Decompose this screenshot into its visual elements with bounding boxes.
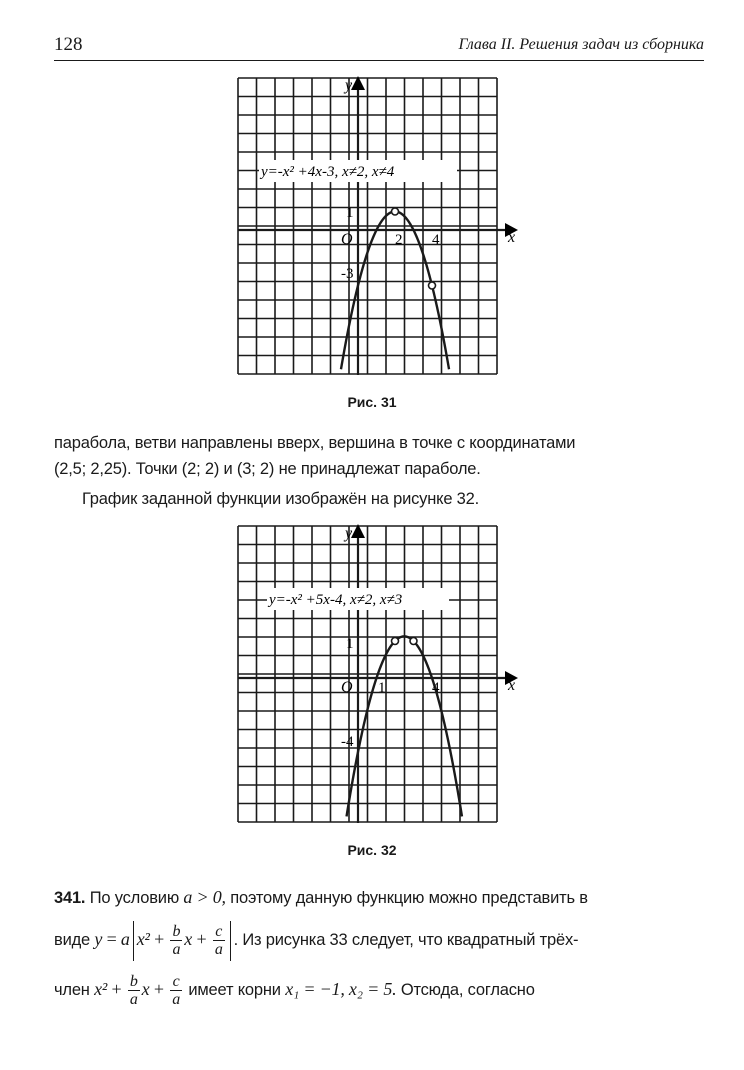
fraction-b-over-a: $\frac{b}{a}$ bbox=[129, 973, 138, 1009]
fraction-b-over-a: $\frac{b}{a}$ bbox=[172, 923, 181, 959]
paragraph-1 bbox=[54, 430, 704, 482]
text-span: имеет корни bbox=[188, 981, 281, 999]
paragraph-341-line-1 bbox=[54, 884, 704, 911]
paragraph-2-line: График заданной функции изображён на рисунке 32. bbox=[82, 490, 480, 508]
formula-line bbox=[54, 966, 704, 1013]
paragraph-2 bbox=[54, 486, 732, 512]
grid bbox=[238, 526, 497, 822]
tick-label-y-minus4: -4 bbox=[341, 734, 354, 750]
paragraph-341-line-3 bbox=[54, 966, 704, 1013]
figure-32 bbox=[225, 518, 525, 838]
figure-31-graph bbox=[225, 70, 525, 390]
tick-label-x-2: 2 bbox=[395, 232, 403, 248]
tick-label-y-1: 1 bbox=[346, 205, 354, 221]
figure-32-graph bbox=[225, 518, 525, 838]
header-rule bbox=[54, 60, 704, 61]
formula-x: x bbox=[184, 929, 193, 949]
formula-a: a bbox=[120, 929, 130, 949]
page-number: 128 bbox=[54, 34, 83, 55]
text-span: член bbox=[54, 981, 90, 999]
figure-31-caption: Рис. 31 bbox=[347, 394, 397, 410]
text-span: поэтому данную функцию можно представить в bbox=[230, 889, 588, 907]
paragraph-1-line-1: парабола, ветви направлены вверх, вершина в точке с координатами bbox=[54, 434, 576, 452]
paragraph-341-line-2 bbox=[54, 916, 704, 963]
tick-label-y-minus3: -3 bbox=[341, 266, 354, 282]
fraction-c-over-a: $\frac{c}{a}$ bbox=[214, 923, 223, 959]
abs-bar-left bbox=[133, 921, 134, 961]
excluded-point bbox=[410, 638, 417, 645]
problem-number: 341. bbox=[54, 889, 86, 907]
origin-label: O bbox=[341, 231, 353, 248]
tick-label-x-4: 4 bbox=[432, 680, 440, 696]
tick-label-y-1: 1 bbox=[346, 636, 354, 652]
text-span: По условию bbox=[89, 889, 180, 907]
axis-label-y: y bbox=[345, 525, 353, 542]
tick-label-x-4: 4 bbox=[432, 232, 440, 248]
function-label: y=-x² +5x-4, x≠2, x≠3 bbox=[269, 592, 403, 608]
formula-x: x bbox=[141, 979, 150, 999]
formula-x2: x² bbox=[136, 929, 150, 949]
excluded-point bbox=[392, 638, 399, 645]
text-span: Отсюда, согласно bbox=[400, 981, 535, 999]
tick-label-x-1: 1 bbox=[378, 680, 386, 696]
formula-x2: x² bbox=[94, 979, 108, 999]
excluded-point bbox=[392, 208, 399, 215]
origin-label: O bbox=[341, 679, 353, 696]
running-head: Глава II. Решения задач из сборника bbox=[458, 36, 704, 53]
formula-eq: = bbox=[106, 929, 117, 949]
formula-plus: + bbox=[154, 929, 165, 949]
excluded-point bbox=[429, 282, 436, 289]
page-header bbox=[54, 34, 704, 58]
formula-line bbox=[54, 916, 704, 963]
roots-formula: x₁ = −1, x₂ = 5. bbox=[285, 979, 397, 999]
figure-32-caption: Рис. 32 bbox=[347, 842, 397, 858]
text-span: виде bbox=[54, 931, 90, 949]
formula-plus: + bbox=[111, 979, 122, 999]
grid bbox=[238, 78, 497, 374]
axis-label-y: y bbox=[345, 77, 353, 94]
abs-bar-right bbox=[230, 921, 231, 961]
fraction-c-over-a: $\frac{c}{a}$ bbox=[172, 973, 180, 1009]
axis-label-x: x bbox=[508, 229, 516, 246]
axis-label-x: x bbox=[508, 677, 516, 694]
condition-formula: a > 0, bbox=[183, 887, 226, 907]
formula-y: y bbox=[94, 929, 103, 949]
paragraph-1-line-2: (2,5; 2,25). Точки (2; 2) и (3; 2) не принадлежат параболе. bbox=[54, 460, 481, 478]
function-label: y=-x² +4x-3, x≠2, x≠4 bbox=[261, 164, 395, 180]
figure-31 bbox=[225, 70, 525, 390]
formula-plus: + bbox=[196, 929, 207, 949]
formula-plus: + bbox=[153, 979, 164, 999]
paragraph-341 bbox=[54, 884, 704, 911]
text-span: . Из рисунка 33 следует, что квадратный трёх- bbox=[233, 931, 579, 949]
